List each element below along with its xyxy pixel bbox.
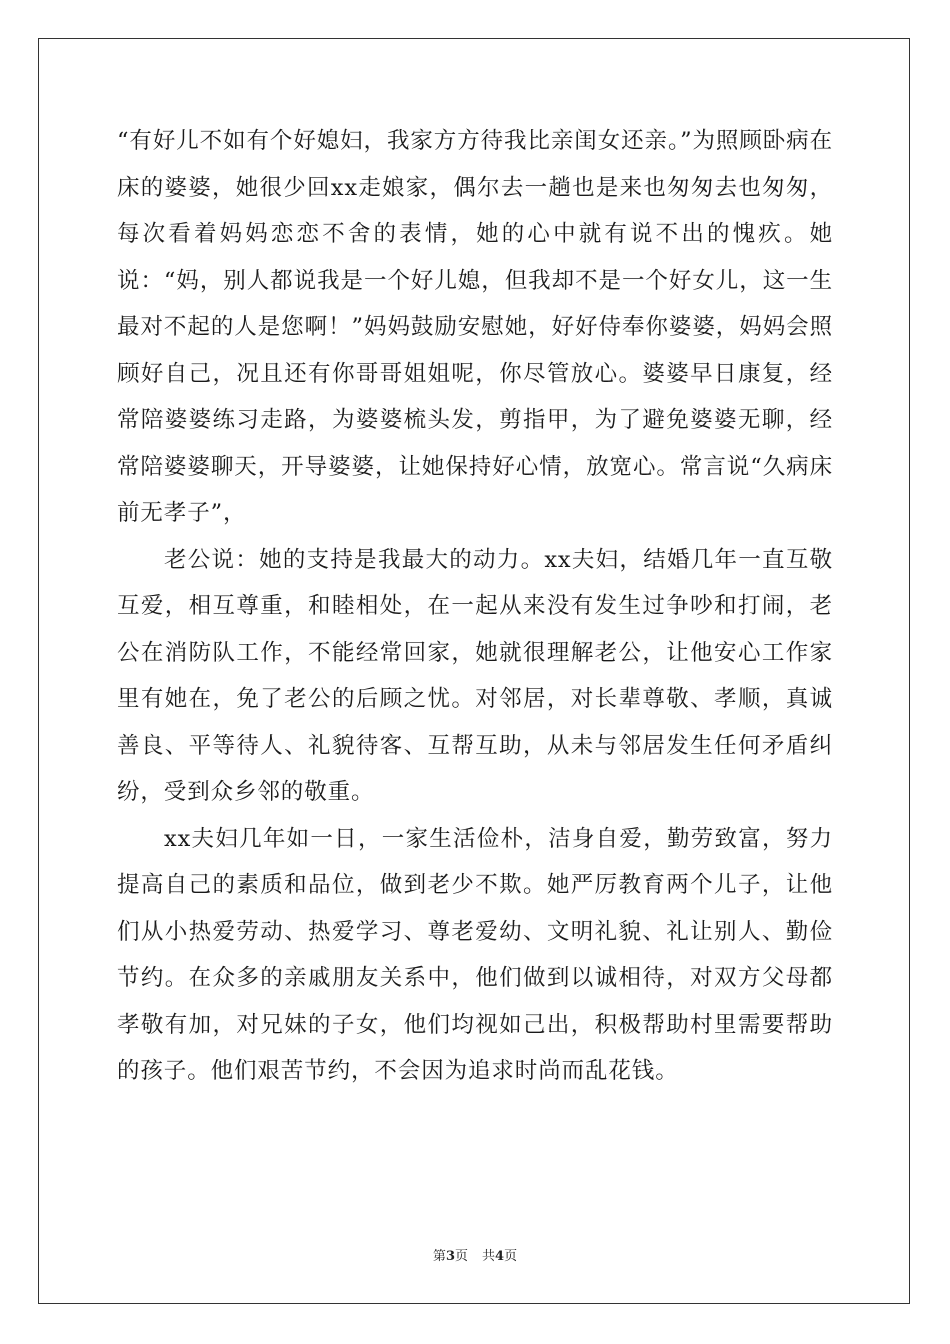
paragraph-2: 老公说：她的支持是我最大的动力。xx夫妇，结婚几年一直互敬互爱，相互尊重，和睦相处，在一起从来没有发生过争吵和打闹，老公在消防队工作，不能经常回家，她就很理解老公，让他安心工作家里有她在，免了老公的后顾之忧。对邻居，对长辈尊敬、孝顺，真诚善良、平等待人、礼貌待客、互帮互助，从未与邻居发生任何矛盾纠纷，受到众乡邻的敬重。 bbox=[117, 546, 833, 805]
page-current: 3 bbox=[445, 1249, 455, 1264]
page-total bbox=[482, 1249, 517, 1264]
page-total-count: 4 bbox=[495, 1249, 505, 1264]
page-footer bbox=[0, 1248, 950, 1266]
page-suffix: 页 bbox=[454, 1249, 468, 1264]
document-body bbox=[117, 118, 833, 1095]
paragraph-3: xx夫妇几年如一日，一家生活俭朴，洁身自爱，勤劳致富，努力提高自己的素质和品位，做到老少不欺。她严厉教育两个儿子，让他们从小热爱劳动、热爱学习、尊老爱幼、文明礼貌、礼让别人、勤俭节约。在众多的亲戚朋友关系中，他们做到以诚相待，对双方父母都孝敬有加，对兄妹的子女，他们均视如己出，积极帮助村里需要帮助的孩子。他们艰苦节约，不会因为追求时尚而乱花钱。 bbox=[117, 825, 833, 1084]
page-prefix: 第 bbox=[432, 1249, 446, 1264]
page-number bbox=[433, 1249, 468, 1264]
total-prefix: 共 bbox=[482, 1249, 496, 1264]
total-suffix: 页 bbox=[504, 1249, 518, 1264]
paragraph-1: “有好儿不如有个好媳妇，我家方方待我比亲闺女还亲。”为照顾卧病在床的婆婆，她很少回xx走娘家，偶尔去一趟也是来也匆匆去也匆匆，每次看着妈妈恋恋不舍的表情，她的心中就有说不出的愧疚。她说：“妈，别人都说我是一个好儿媳，但我却不是一个好女儿，这一生最对不起的人是您啊！”妈妈鼓励安慰她，好好侍奉你婆婆，妈妈会照顾好自己，况且还有你哥哥姐姐呢，你尽管放心。婆婆早日康复，经常陪婆婆练习走路，为婆婆梳头发，剪指甲，为了避免婆婆无聊，经常陪婆婆聊天，开导婆婆，让她保持好心情，放宽心。常言说“久病床前无孝子”， bbox=[117, 128, 833, 526]
